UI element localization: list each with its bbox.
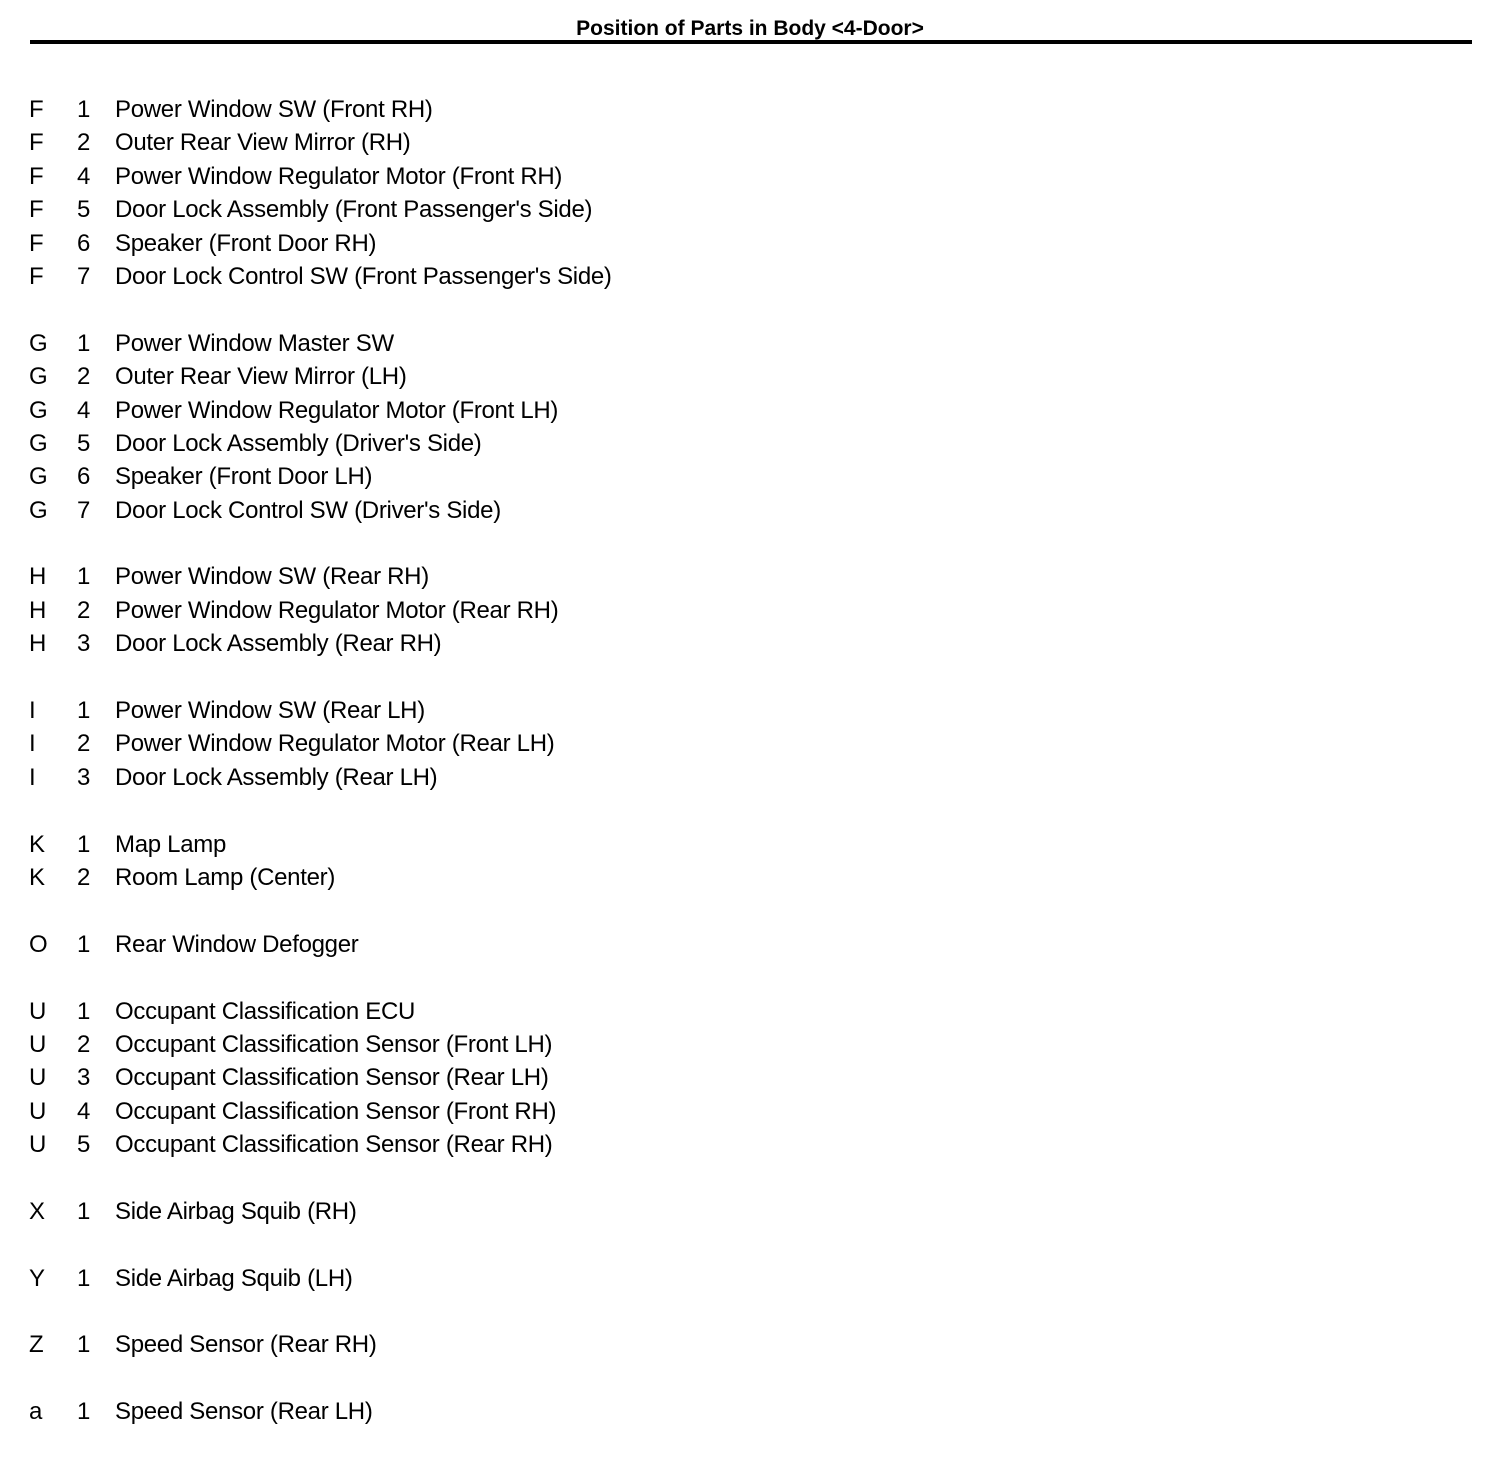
location-letter: F (29, 129, 44, 157)
part-group (0, 93, 1504, 293)
part-description: Power Window Regulator Motor (Rear RH) (115, 596, 559, 624)
location-letter: U (29, 1097, 47, 1125)
part-description: Map Lamp (115, 830, 226, 858)
part-row (0, 494, 1504, 527)
part-number: 3 (77, 1064, 91, 1092)
part-number: 4 (77, 396, 91, 424)
location-letter: H (29, 563, 47, 591)
location-letter: H (29, 630, 47, 658)
location-letter: a (29, 1398, 43, 1426)
location-letter: X (29, 1197, 45, 1225)
part-number: 7 (77, 262, 91, 290)
location-letter: F (29, 196, 44, 224)
title-divider (30, 40, 1472, 44)
part-number: 7 (77, 496, 91, 524)
part-description: Side Airbag Squib (LH) (115, 1264, 353, 1292)
part-group (0, 1195, 1504, 1228)
location-letter: U (29, 1064, 47, 1092)
part-number: 1 (77, 997, 91, 1025)
location-letter: I (29, 763, 36, 791)
part-row (0, 1328, 1504, 1361)
location-letter: G (29, 463, 48, 491)
part-row (0, 694, 1504, 727)
part-number: 1 (77, 830, 91, 858)
part-description: Outer Rear View Mirror (RH) (115, 129, 411, 157)
part-row (0, 427, 1504, 460)
part-row (0, 327, 1504, 360)
part-number: 5 (77, 196, 91, 224)
part-description: Door Lock Assembly (Front Passenger's Side) (115, 196, 593, 224)
part-description: Occupant Classification Sensor (Front RH) (115, 1097, 557, 1125)
part-description: Occupant Classification Sensor (Rear RH) (115, 1131, 553, 1159)
part-description: Room Lamp (Center) (115, 863, 336, 891)
part-number: 1 (77, 697, 91, 725)
part-description: Door Lock Assembly (Rear RH) (115, 630, 442, 658)
part-description: Speed Sensor (Rear LH) (115, 1398, 373, 1426)
part-row (0, 560, 1504, 593)
part-group (0, 928, 1504, 961)
part-number: 5 (77, 429, 91, 457)
location-letter: G (29, 396, 48, 424)
part-row (0, 227, 1504, 260)
part-number: 3 (77, 630, 91, 658)
part-description: Occupant Classification Sensor (Rear LH) (115, 1064, 549, 1092)
part-number: 2 (77, 129, 91, 157)
part-number: 1 (77, 329, 91, 357)
part-row (0, 995, 1504, 1028)
part-description: Door Lock Assembly (Driver's Side) (115, 429, 482, 457)
part-number: 1 (77, 563, 91, 591)
part-number: 1 (77, 930, 91, 958)
part-row (0, 861, 1504, 894)
part-description: Speaker (Front Door LH) (115, 463, 373, 491)
part-description: Power Window Regulator Motor (Front LH) (115, 396, 559, 424)
location-letter: O (29, 930, 48, 958)
location-letter: F (29, 96, 44, 123)
part-description: Door Lock Assembly (Rear LH) (115, 763, 438, 791)
part-row (0, 93, 1504, 126)
location-letter: U (29, 1030, 47, 1058)
location-letter: I (29, 697, 36, 725)
part-number: 2 (77, 1030, 91, 1058)
part-row (0, 727, 1504, 760)
part-number: 5 (77, 1131, 91, 1159)
part-description: Door Lock Control SW (Front Passenger's Side) (115, 262, 612, 290)
part-row (0, 394, 1504, 427)
part-row (0, 1028, 1504, 1061)
part-number: 4 (77, 1097, 91, 1125)
part-row (0, 828, 1504, 861)
part-row (0, 160, 1504, 193)
part-row (0, 761, 1504, 794)
part-description: Rear Window Defogger (115, 930, 359, 958)
part-number: 1 (77, 96, 91, 123)
location-letter: K (29, 830, 45, 858)
part-number: 1 (77, 1331, 91, 1359)
part-description: Power Window Regulator Motor (Rear LH) (115, 730, 555, 758)
part-row (0, 126, 1504, 159)
part-row (0, 193, 1504, 226)
location-letter: F (29, 229, 44, 257)
part-description: Outer Rear View Mirror (LH) (115, 363, 407, 391)
part-number: 2 (77, 596, 91, 624)
location-letter: F (29, 262, 44, 290)
part-row (0, 1262, 1504, 1295)
part-number: 4 (77, 162, 91, 190)
location-letter: G (29, 429, 48, 457)
part-description: Power Window Master SW (115, 329, 394, 357)
part-description: Occupant Classification Sensor (Front LH) (115, 1030, 553, 1058)
location-letter: U (29, 997, 47, 1025)
part-group (0, 1395, 1504, 1428)
part-row (0, 360, 1504, 393)
part-row (0, 260, 1504, 293)
part-number: 3 (77, 763, 91, 791)
part-group (0, 1328, 1504, 1361)
parts-list (0, 93, 1504, 1462)
part-description: Occupant Classification ECU (115, 997, 416, 1025)
part-number: 2 (77, 863, 91, 891)
part-number: 1 (77, 1264, 91, 1292)
part-row (0, 1061, 1504, 1094)
part-description: Power Window Regulator Motor (Front RH) (115, 162, 563, 190)
part-description: Speed Sensor (Rear RH) (115, 1331, 377, 1359)
location-letter: Z (29, 1331, 44, 1359)
part-row (0, 1395, 1504, 1428)
part-description: Side Airbag Squib (RH) (115, 1197, 357, 1225)
part-number: 2 (77, 363, 91, 391)
location-letter: G (29, 496, 48, 524)
page-title: Position of Parts in Body <4-Door> (576, 17, 924, 40)
part-row (0, 594, 1504, 627)
part-row (0, 1195, 1504, 1228)
part-description: Power Window SW (Rear LH) (115, 697, 425, 725)
location-letter: I (29, 730, 36, 758)
part-number: 1 (77, 1197, 91, 1225)
location-letter: H (29, 596, 47, 624)
location-letter: K (29, 863, 45, 891)
part-group (0, 1262, 1504, 1295)
part-group (0, 995, 1504, 1162)
part-number: 1 (77, 1398, 91, 1426)
part-row (0, 928, 1504, 961)
part-number: 2 (77, 730, 91, 758)
part-row (0, 460, 1504, 493)
part-description: Power Window SW (Front RH) (115, 96, 433, 123)
part-group (0, 694, 1504, 794)
part-row (0, 1095, 1504, 1128)
part-number: 6 (77, 463, 91, 491)
part-description: Door Lock Control SW (Driver's Side) (115, 496, 501, 524)
location-letter: G (29, 329, 48, 357)
part-group (0, 828, 1504, 895)
part-description: Power Window SW (Rear RH) (115, 563, 429, 591)
part-number: 6 (77, 229, 91, 257)
part-group (0, 327, 1504, 527)
part-description: Speaker (Front Door RH) (115, 229, 377, 257)
part-group (0, 560, 1504, 660)
location-letter: F (29, 162, 44, 190)
location-letter: Y (29, 1264, 45, 1292)
location-letter: G (29, 363, 48, 391)
part-row (0, 627, 1504, 660)
part-row (0, 1128, 1504, 1161)
location-letter: U (29, 1131, 47, 1159)
